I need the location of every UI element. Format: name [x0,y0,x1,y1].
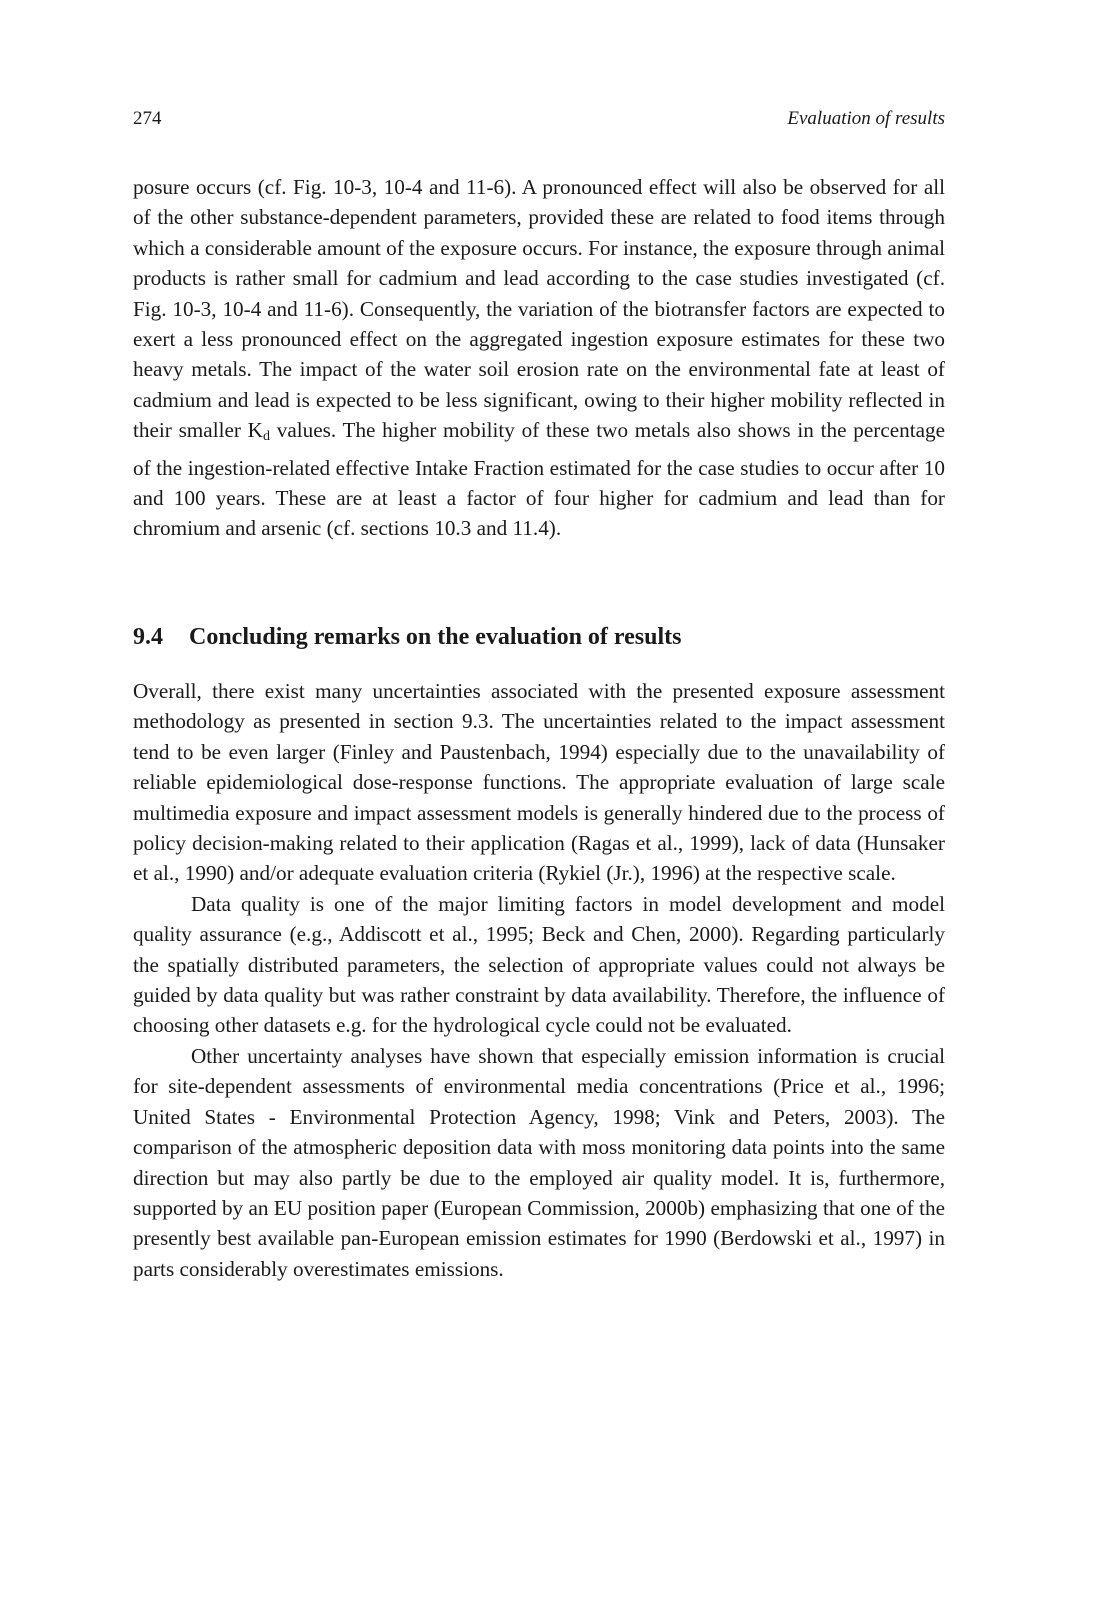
kd-subscript: d [262,429,270,445]
running-header [133,108,945,132]
intro-paragraph [133,172,945,544]
section-number: 9.4 [133,624,163,650]
section-heading [133,624,945,651]
intro-text-part-1: posure occurs (cf. Fig. 10-3, 10-4 and 11-6). A pronounced effect will also be observed for all of the other substance-dependent parameters, provided these are related to food items through which a considerable amount of the exposure occurs. For instance, the exposure through animal products is rather small for cadmium and lead according to the case studies investigated (cf. Fig. 10-3, 10-4 and 11-6). Consequently, the variation of the biotransfer factors are expected to exert a less pronounced effect on the aggregated ingestion exposure estimates for these two heavy metals. The impact of the water soil erosion rate on the environmental fate at least of cadmium and lead is expected to be less significant, owing to their higher mobility reflected in their smaller K [133,175,945,443]
section-title: Concluding remarks on the evaluation of results [189,624,682,650]
section-paragraph-2: Data quality is one of the major limiting factors in model development and model quality assurance (e.g., Addiscott et al., 1995; Beck and Chen, 2000). Regarding particularly the spatially distributed parameters, the selection of appropriate values could not always be guided by data quality but was rather constraint by data availability. Therefore, the influence of choosing other datasets e.g. for the hydrological cycle could not be evaluated. [133,891,945,1038]
running-title: Evaluation of results [787,108,945,129]
section-body [133,676,945,1284]
intro-text-part-2: values. The higher mobility of these two metals also shows in the percentage of the ingestion-related effective Intake Fraction estimated for the case studies to occur after 10 and 100 years. These are at least a factor of four higher for cadmium and lead than for chromium and arsenic (cf. sections 10.3 and 11.4). [133,418,946,541]
section-paragraph-1: Overall, there exist many uncertainties associated with the presented exposure assessment methodology as presented in section 9.3. The uncertainties related to the impact assessment tend to be even larger (Finley and Paustenbach, 1994) especially due to the unavailability of reliable epidemiological dose-response functions. The appropriate evaluation of large scale multimedia exposure and impact assessment models is generally hindered due to the process of policy decision-making related to their application (Ragas et al., 1999), lack of data (Hunsaker et al., 1990) and/or adequate evaluation criteria (Rykiel (Jr.), 1996) at the respective scale. [133,679,945,886]
section-paragraph-3: Other uncertainty analyses have shown that especially emission information is crucial for site-dependent assessments of environmental media concentrations (Price et al., 1996; United States - Environmental Protection Agency, 1998; Vink and Peters, 2003). The comparison of the atmospheric deposition data with moss monitoring data points into the same direction but may also partly be due to the employed air quality model. It is, furthermore, supported by an EU position paper (European Commission, 2000b) emphasizing that one of the presently best available pan-European emission estimates for 1990 (Berdowski et al., 1997) in parts considerably overestimates emissions. [133,1043,945,1281]
page-number: 274 [133,108,162,129]
